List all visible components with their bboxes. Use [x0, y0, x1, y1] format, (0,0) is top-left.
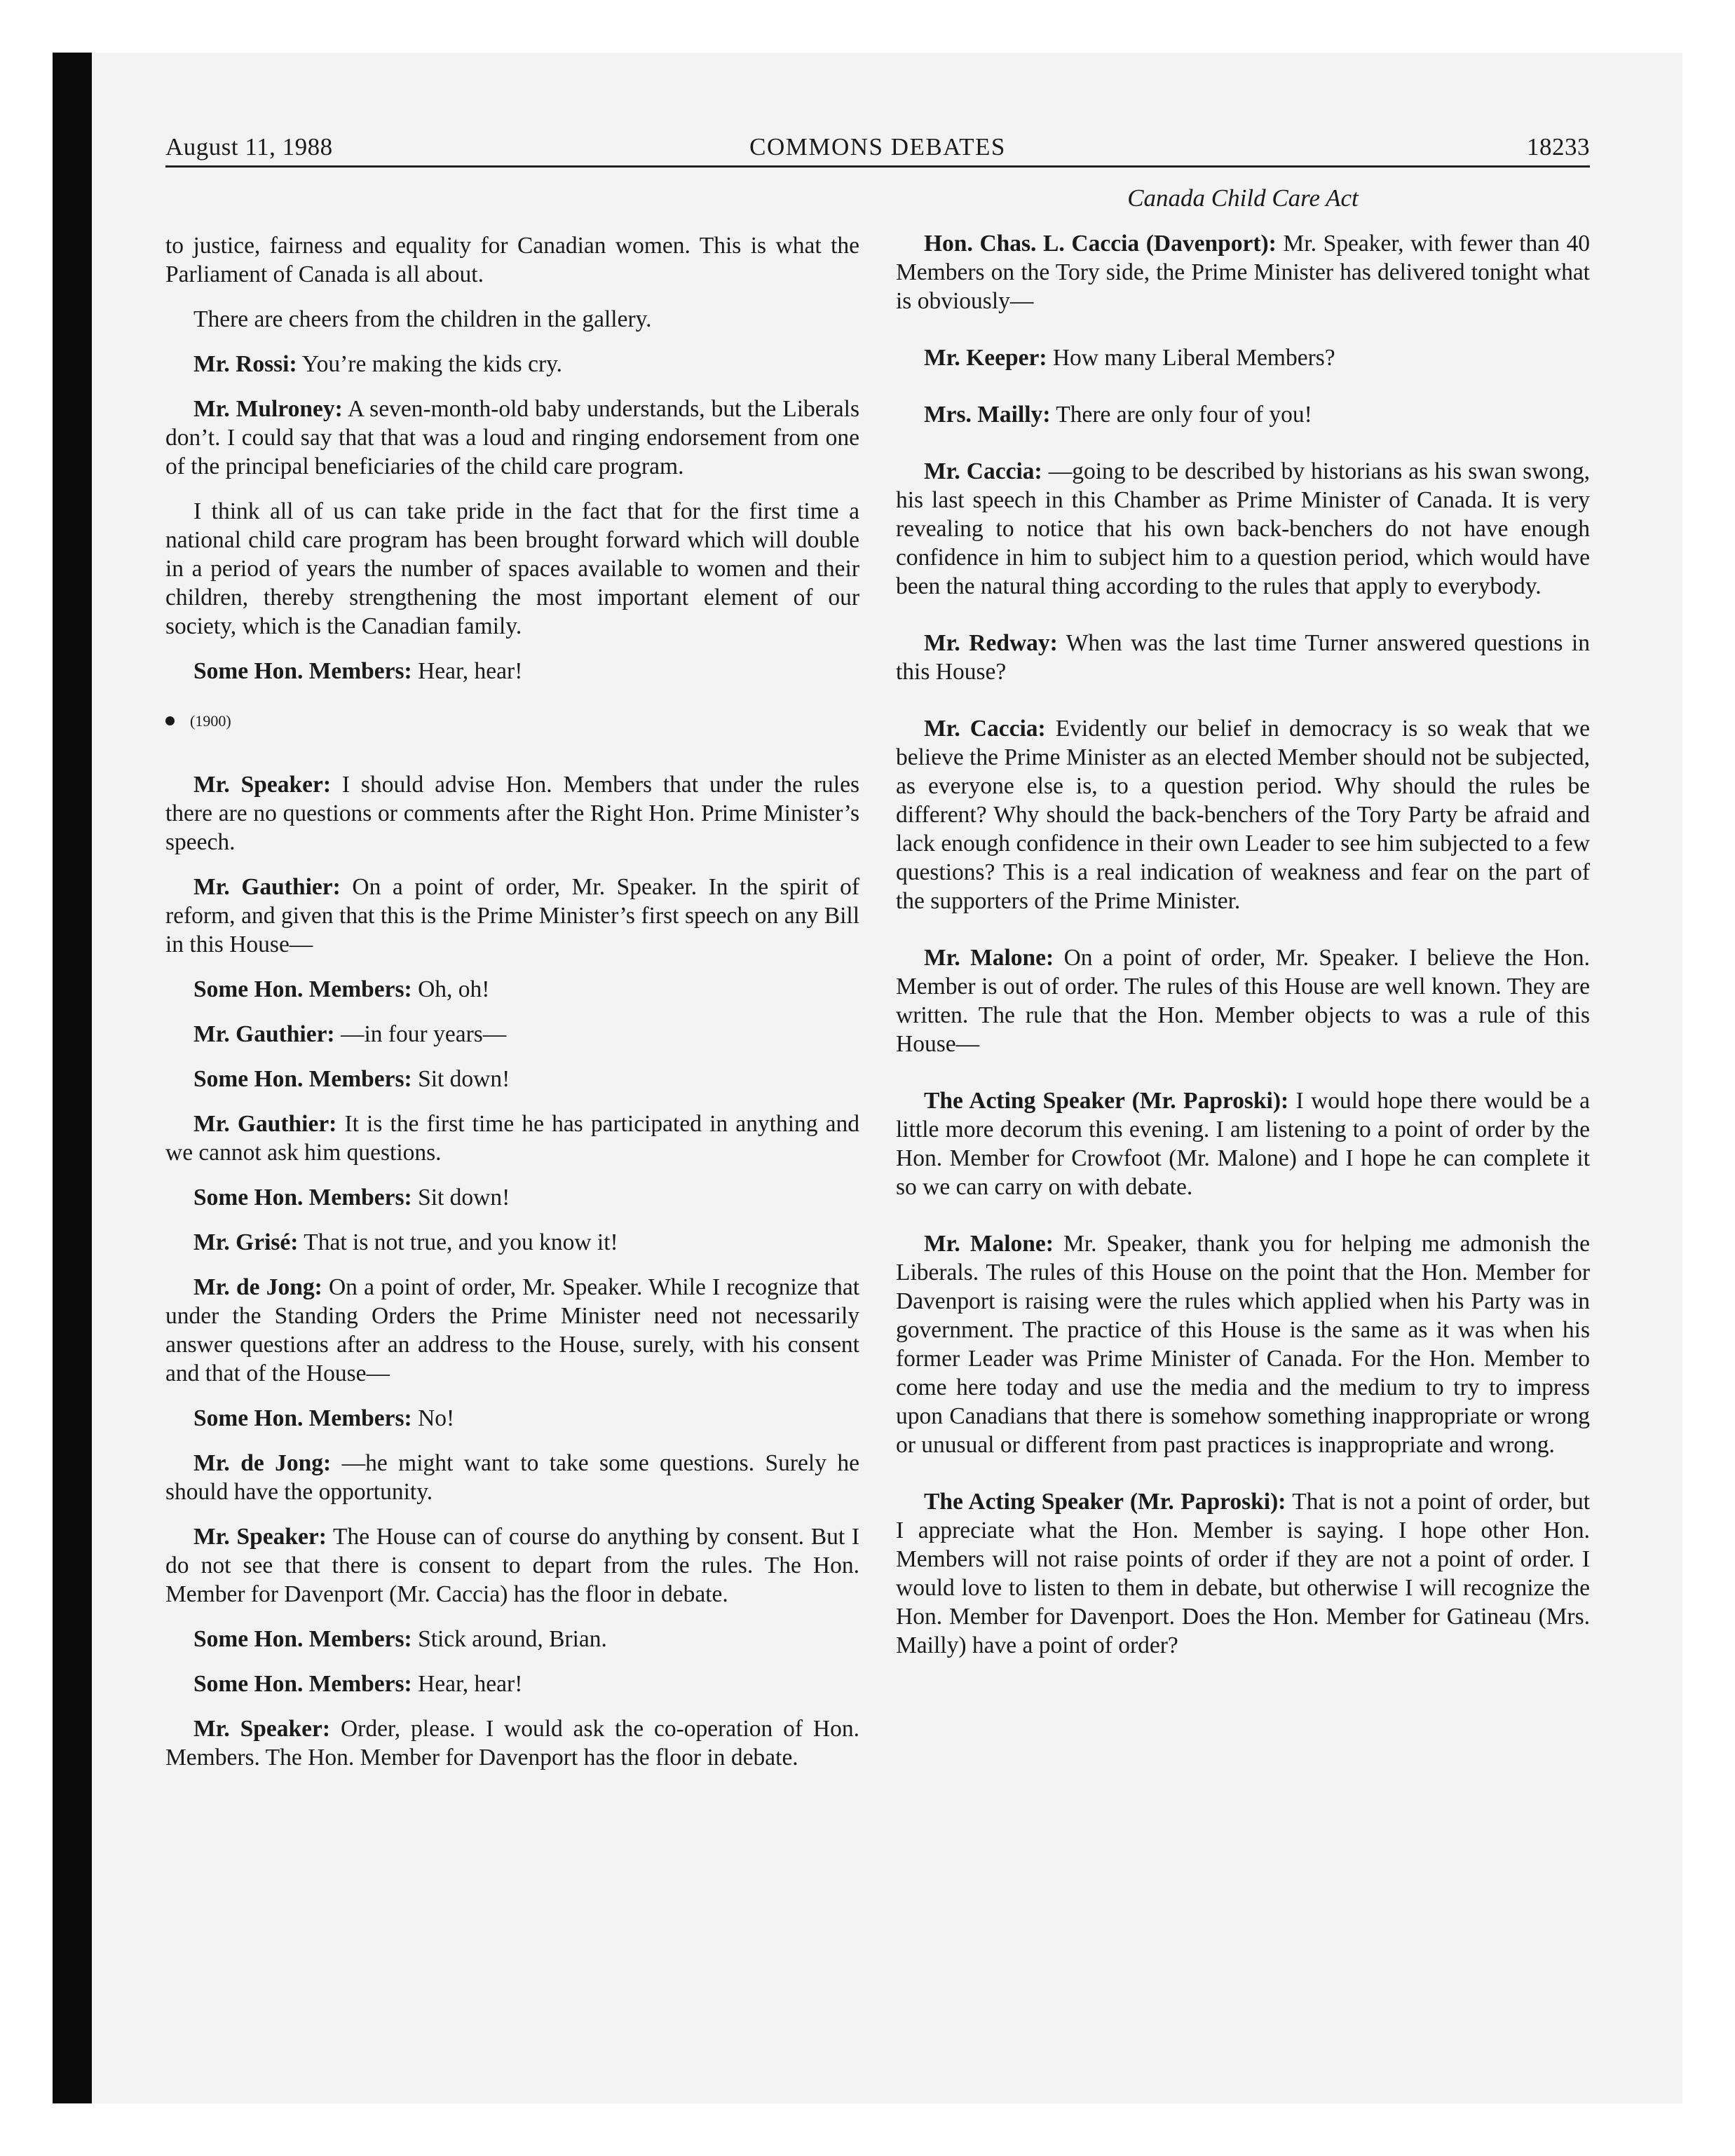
speaker-name: Some Hon. Members: [193, 1185, 412, 1210]
speaker-name: Mr. Gauthier: [193, 874, 341, 900]
document-page [165, 133, 1590, 2026]
speech-text: I think all of us can take pride in the fact that for the first time a national child care program has been brought forward which will double in a period of years the number of spaces available to women and their children, thereby strengthening the most important element of our society, which is the Canadian family. [165, 498, 859, 639]
timestamp-marker [165, 707, 859, 735]
speech-paragraph [165, 1110, 859, 1167]
speech-paragraph [165, 657, 859, 685]
speech-text: Hear, hear! [418, 658, 523, 684]
speaker-name: Mr. Grisé: [193, 1229, 299, 1255]
speech-text: Evidently our belief in democracy is so weak that we believe the Prime Minister as an elected Member should not be subjected, as everyone else is, to a question period. Why should the rules be different? Why should the back-benchers of the Tory Party be afraid and lack enough confidence in their own Leader to see him subjected to a few questions? This is a real indication of weakness and fear on the part of the supporters of the Prime Minister. [896, 716, 1590, 914]
speaker-name: Mr. Redway: [924, 630, 1058, 656]
speech-paragraph [896, 714, 1590, 915]
speech-paragraph [165, 975, 859, 1004]
speech-text: When was the last time Turner answered questions in this House? [896, 630, 1590, 685]
speaker-name: Mr. Speaker: [193, 1524, 327, 1550]
speech-paragraph [896, 400, 1590, 429]
speech-text: You’re making the kids cry. [301, 351, 563, 377]
speech-paragraph [896, 943, 1590, 1058]
speaker-name: Some Hon. Members: [193, 1671, 412, 1697]
speaker-name: Mr. de Jong: [193, 1274, 322, 1300]
speech-paragraph [896, 457, 1590, 601]
header-date: August 11, 1988 [165, 133, 333, 161]
speech-paragraph [165, 395, 859, 481]
speaker-name: Mr. Keeper: [924, 345, 1047, 371]
speech-paragraph [896, 1487, 1590, 1660]
speech-text: —in four years— [340, 1021, 507, 1047]
speech-text: On a point of order, Mr. Speaker. In the spirit of reform, and given that this is the Prime Minister’s first speech on any Bill in this House— [165, 874, 859, 957]
speech-text: Order, please. I would ask the co-operation of Hon. Members. The Hon. Member for Davenport has the floor in debate. [165, 1716, 859, 1770]
speaker-name: Mr. Speaker: [193, 1716, 331, 1742]
speaker-name: Mr. Malone: [924, 945, 1054, 971]
header-publication: COMMONS DEBATES [749, 133, 1006, 161]
speaker-name: Mr. Caccia: [924, 716, 1046, 742]
speech-paragraph [165, 1020, 859, 1049]
speech-paragraph [165, 1670, 859, 1698]
speech-text: to justice, fairness and equality for Canadian women. This is what the Parliament of Canada is all about. [165, 233, 859, 287]
speech-text: Stick around, Brian. [418, 1626, 607, 1652]
speech-text: A seven-month-old baby understands, but the Liberals don’t. I could say that that was a loud and ringing endorsement from one of the principal beneficiaries of the child care program. [165, 396, 859, 479]
speech-text: There are only four of you! [1056, 402, 1312, 428]
speech-paragraph [165, 1273, 859, 1388]
speaker-name: Some Hon. Members: [193, 1066, 412, 1092]
running-head: Canada Child Care Act [1127, 184, 1359, 212]
speech-paragraph [165, 231, 859, 289]
speech-text: That is not true, and you know it! [304, 1229, 618, 1255]
speech-paragraph [896, 629, 1590, 686]
speaker-name: Mr. Malone: [924, 1231, 1054, 1257]
speech-text: Mr. Speaker, thank you for helping me admonish the Liberals. The rules of this House on the point that the Hon. Member for Davenport is raising were the rules which applied when his Party was in government. The practice of this House is the same as it was when his former Leader was Prime Minister of Canada. For the Hon. Member to come here today and use the media and the medium to try to impress upon Canadians that there is somehow something inappropriate or wrong or unusual or different from past practices is inappropriate and wrong. [896, 1231, 1591, 1458]
speech-text: Oh, oh! [418, 976, 490, 1002]
speaker-name: The Acting Speaker (Mr. Paproski): [924, 1088, 1289, 1114]
speech-paragraph [165, 1228, 859, 1257]
speech-paragraph [165, 1449, 859, 1506]
speech-text: Mr. Speaker, with fewer than 40 Members on the Tory side, the Prime Minister has delivered tonight what is obviously— [896, 231, 1591, 314]
left-column [165, 231, 859, 1788]
speech-text: Sit down! [418, 1185, 510, 1210]
right-column [896, 184, 1590, 1688]
speech-paragraph [165, 1714, 859, 1772]
speaker-name: Some Hon. Members: [193, 976, 412, 1002]
speaker-name: Some Hon. Members: [193, 1626, 412, 1652]
timestamp-text: (1900) [190, 712, 231, 730]
speech-text: I would hope there would be a little more decorum this evening. I am listening to a point of order by the Hon. Member for Crowfoot (Mr. Malone) and I hope he can complete it so we can carry on with debate. [896, 1088, 1591, 1200]
speech-paragraph [896, 229, 1590, 315]
speech-text: Hear, hear! [418, 1671, 523, 1697]
speech-paragraph [165, 770, 859, 857]
speaker-name: Some Hon. Members: [193, 1405, 412, 1431]
speaker-name: Mr. Mulroney: [193, 396, 343, 422]
speech-paragraph [165, 1404, 859, 1433]
speech-text: That is not a point of order, but I appreciate what the Hon. Member is saying. I hope other Hon. Members will not raise points of order if they are not a point of order. I would love to listen to them in debate, but otherwise I will recognize the Hon. Member for Davenport. Does the Hon. Member for Gatineau (Mrs. Mailly) have a point of order? [896, 1489, 1590, 1658]
speech-paragraph [165, 1065, 859, 1093]
speech-paragraph [896, 343, 1590, 372]
speech-paragraph [896, 1086, 1590, 1201]
speaker-name: The Acting Speaker (Mr. Paproski): [924, 1489, 1286, 1515]
speech-text: I should advise Hon. Members that under the rules there are no questions or comments after the Right Hon. Prime Minister’s speech. [165, 772, 859, 855]
speaker-name: Mrs. Mailly: [924, 402, 1051, 428]
speech-paragraph [165, 305, 859, 334]
speech-paragraph [165, 350, 859, 378]
speaker-name: Mr. Gauthier: [193, 1111, 337, 1137]
speaker-name: Hon. Chas. L. Caccia (Davenport): [924, 231, 1277, 257]
speech-text: On a point of order, Mr. Speaker. I believe the Hon. Member is out of order. The rules of this House are well known. They are written. The rule that the Hon. Member objects to was a rule of this House— [896, 945, 1591, 1057]
speech-text: On a point of order, Mr. Speaker. While I recognize that under the Standing Orders the Prime Minister need not necessarily answer questions after an address to the House, surely, with his consent and that of the House— [165, 1274, 860, 1386]
speech-text: It is the first time he has participated in anything and we cannot ask him questions. [165, 1111, 859, 1166]
speaker-name: Mr. Speaker: [193, 772, 332, 798]
bullet-icon [165, 716, 175, 725]
speaker-name: Mr. de Jong: [193, 1450, 332, 1476]
speech-text: Sit down! [418, 1066, 510, 1092]
page-header [165, 133, 1590, 168]
speech-text: No! [418, 1405, 455, 1431]
header-page-number: 18233 [1527, 133, 1590, 161]
speech-text: There are cheers from the children in the gallery. [193, 306, 652, 332]
speech-text: The House can of course do anything by consent. But I do not see that there is consent to depart from the rules. The Hon. Member for Davenport (Mr. Caccia) has the floor in debate. [165, 1524, 859, 1607]
scan-binding-edge [53, 53, 92, 2103]
speaker-name: Mr. Caccia: [924, 458, 1042, 484]
speech-text: —going to be described by historians as his swan swong, his last speech in this Chamber as Prime Minister of Canada. It is very revealing to notice that his own back-benchers do not have enough confidence in him to subject him to a question period, which would have been the natural thing according to the rules that apply to everybody. [896, 458, 1590, 599]
speech-text: —he might want to take some questions. Surely he should have the opportunity. [165, 1450, 860, 1505]
speech-text: How many Liberal Members? [1052, 345, 1335, 371]
speech-paragraph [165, 873, 859, 959]
speaker-name: Mr. Gauthier: [193, 1021, 335, 1047]
speaker-name: Some Hon. Members: [193, 658, 412, 684]
speech-paragraph [165, 1522, 859, 1609]
speech-paragraph [896, 1229, 1590, 1459]
speech-paragraph [165, 497, 859, 641]
speaker-name: Mr. Rossi: [193, 351, 297, 377]
speech-paragraph [165, 1183, 859, 1212]
speech-paragraph [165, 1625, 859, 1653]
